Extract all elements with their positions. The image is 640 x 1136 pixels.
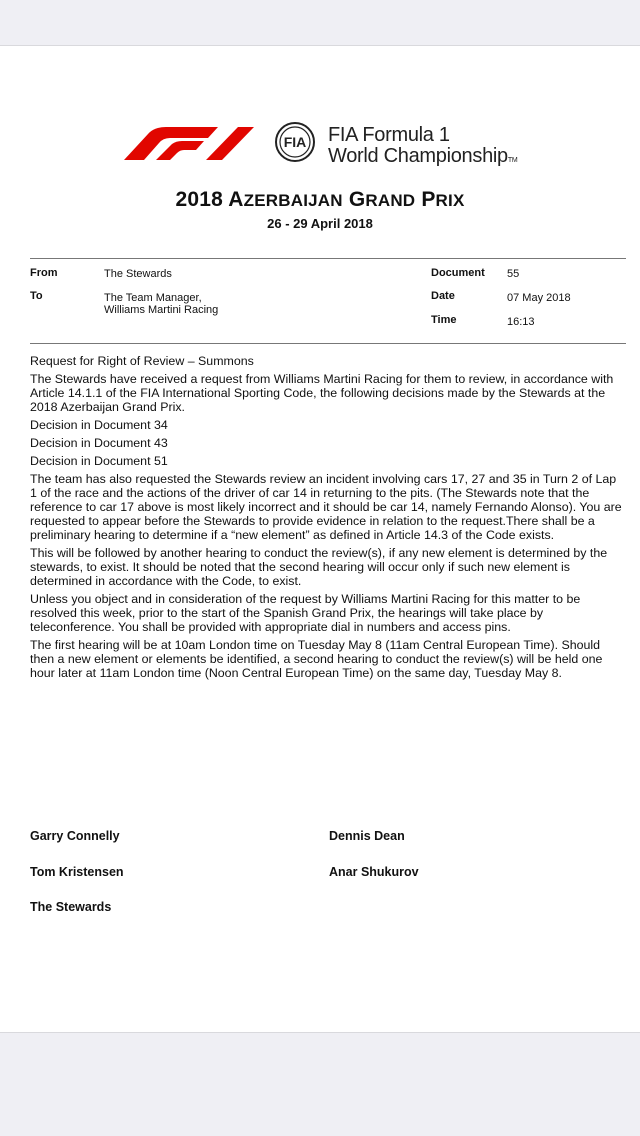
document-page	[0, 45, 640, 1033]
org-line-1: FIA Formula 1	[328, 124, 450, 146]
decision-item: Decision in Document 51	[30, 454, 168, 468]
event-title: 2018 AZERBAIJAN GRAND PRIX	[175, 188, 465, 211]
signature-steward: Anar Shukurov	[329, 865, 419, 879]
paragraph: The team has also requested the Stewards review an incident involving cars 17, 27 and 35 in Turn 2 of Lap 1 of the race and the actions of the driver of car 14 in returning to the pits. (The Stewards note that the reference to car 17 above is most likely incorrect and it should be car 14, namely Fernando Alonso). You are requested to appear before the Stewards to provide evidence in relation to the request.There shall be a preliminary hearing to determine if a “new element” as defined in Article 14.3 of the Code exists.	[30, 472, 622, 542]
divider-bottom	[30, 343, 626, 344]
org-name	[328, 125, 517, 171]
subject-line: Request for Right of Review – Summons	[30, 354, 254, 368]
signature-steward: Garry Connelly	[30, 829, 120, 843]
org-line-2: World ChampionshipTM	[328, 145, 518, 167]
document-value: 55	[507, 268, 520, 280]
signature-steward: Dennis Dean	[329, 829, 405, 843]
svg-text:FIA: FIA	[283, 134, 307, 150]
letterhead	[122, 118, 542, 168]
document-body	[30, 354, 626, 684]
time-label: Time	[431, 314, 457, 326]
date-label: Date	[431, 290, 455, 302]
paragraph: This will be followed by another hearing to conduct the review(s), if any new element is determined by the stewards, to exist. It should be noted that the second hearing will occur only if such new element is determined in accordance with the Code, to exist.	[30, 546, 608, 588]
from-label: From	[30, 267, 58, 279]
from-value: The Stewards	[104, 268, 172, 280]
signature-stewards: The Stewards	[30, 900, 112, 914]
paragraph: Unless you object and in consideration of the request by Williams Martini Racing for this matter to be resolved this week, prior to the start of the Spanish Grand Prix, the hearings will take place by teleconference. You shall be provided with appropriate dial in numbers and access pins.	[30, 592, 581, 634]
signature-steward: Tom Kristensen	[30, 865, 124, 879]
time-value: 16:13	[507, 316, 535, 328]
to-value: The Team Manager, Williams Martini Racing	[104, 292, 219, 316]
decision-item: Decision in Document 43	[30, 436, 168, 450]
paragraph: The Stewards have received a request from Williams Martini Racing for them to review, in accordance with Article 14.1.1 of the FIA International Sporting Code, the following decisions made by the Stewards at the 2018 Azerbaijan Grand Prix.	[30, 372, 614, 414]
date-value: 07 May 2018	[507, 292, 571, 304]
event-dates: 26 - 29 April 2018	[267, 216, 373, 231]
f1-logo-icon	[122, 122, 322, 162]
document-label: Document	[431, 267, 485, 279]
fia-emblem-icon	[276, 123, 314, 161]
paragraph: The first hearing will be at 10am London time on Tuesday May 8 (11am Central European Time). Should then a new element or elements be identified, a second hearing to conduct the review(s) will be held one hour later at 11am London time (Noon Central European Time) on the same day, Tuesday May 8.	[30, 638, 603, 680]
to-label: To	[30, 290, 43, 302]
decision-item: Decision in Document 34	[30, 418, 168, 432]
trademark: TM	[507, 157, 518, 164]
divider-top	[30, 258, 626, 259]
